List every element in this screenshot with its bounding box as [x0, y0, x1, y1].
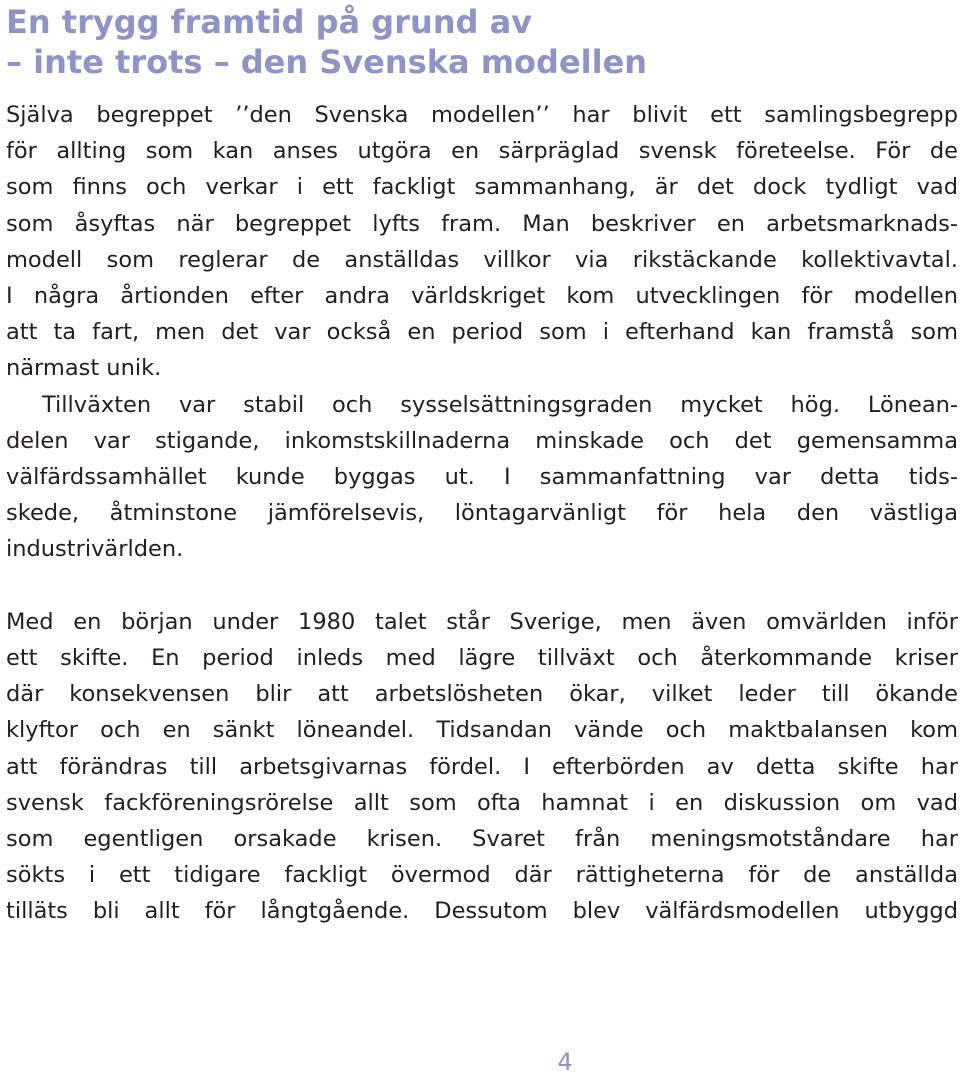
text-line: svensk fackföreningsrörelse allt som ofta hamnat i en diskussion om vad	[6, 789, 958, 816]
text-line: som finns och verkar i ett fackligt sammanhang, är det dock tydligt vad	[6, 174, 958, 201]
page-title	[6, 2, 946, 82]
text-line: för allting som kan anses utgöra en särpräglad svensk företeelse. För de	[6, 138, 958, 165]
text-line: Med en början under 1980 talet står Sverige, men även omvärlden inför	[6, 608, 958, 635]
text-line: som åsyftas när begreppet lyfts fram. Man beskriver en arbetsmarknads-	[6, 210, 958, 237]
text-line: industrivärlden.	[6, 536, 184, 563]
text-line: att förändras till arbetsgivarnas fördel. I efterbörden av detta skifte har	[6, 753, 958, 780]
page-number: 4	[557, 1048, 573, 1076]
text-line: som egentligen orsakade krisen. Svaret från meningsmotståndare har	[6, 826, 958, 853]
paragraph-2	[6, 387, 958, 568]
text-line: modell som reglerar de anställdas villkor via rikstäckande kollektivavtal.	[6, 246, 958, 273]
text-line: skede, åtminstone jämförelsevis, löntagarvänligt för hela den västliga	[6, 500, 958, 527]
text-line: närmast unik.	[6, 355, 162, 382]
paragraph-1	[6, 97, 958, 387]
text-line: Tillväxten var stabil och sysselsättningsgraden mycket hög. Lönean-	[42, 391, 958, 418]
text-line: klyftor och en sänkt löneandel. Tidsandan vände och maktbalansen kom	[6, 717, 958, 744]
text-line: att ta fart, men det var också en period som i efterhand kan framstå som	[6, 319, 958, 346]
body-text	[6, 97, 958, 930]
text-line: tilläts bli allt för långtgående. Dessutom blev välfärdsmodellen utbyggd	[6, 898, 958, 925]
text-line: där konsekvensen blir att arbetslösheten ökar, vilket leder till ökande	[6, 681, 958, 708]
text-line: välfärdssamhället kunde byggas ut. I sammanfattning var detta tids-	[6, 464, 958, 491]
title-line-1: En trygg framtid på grund av	[6, 3, 533, 41]
paragraph-3	[6, 604, 958, 930]
text-line: ett skifte. En period inleds med lägre tillväxt och återkommande kriser	[6, 645, 958, 672]
paragraph-spacer	[6, 568, 958, 604]
text-line: sökts i ett tidigare fackligt övermod där rättigheterna för de anställda	[6, 862, 958, 889]
title-line-2: – inte trots – den Svenska modellen	[6, 43, 648, 81]
text-line: delen var stigande, inkomstskillnaderna minskade och det gemensamma	[6, 427, 958, 454]
text-line: Själva begreppet ’’den Svenska modellen’’ har blivit ett samlingsbegrepp	[6, 102, 958, 128]
text-line: I några årtionden efter andra världskriget kom utvecklingen för modellen	[6, 283, 958, 310]
